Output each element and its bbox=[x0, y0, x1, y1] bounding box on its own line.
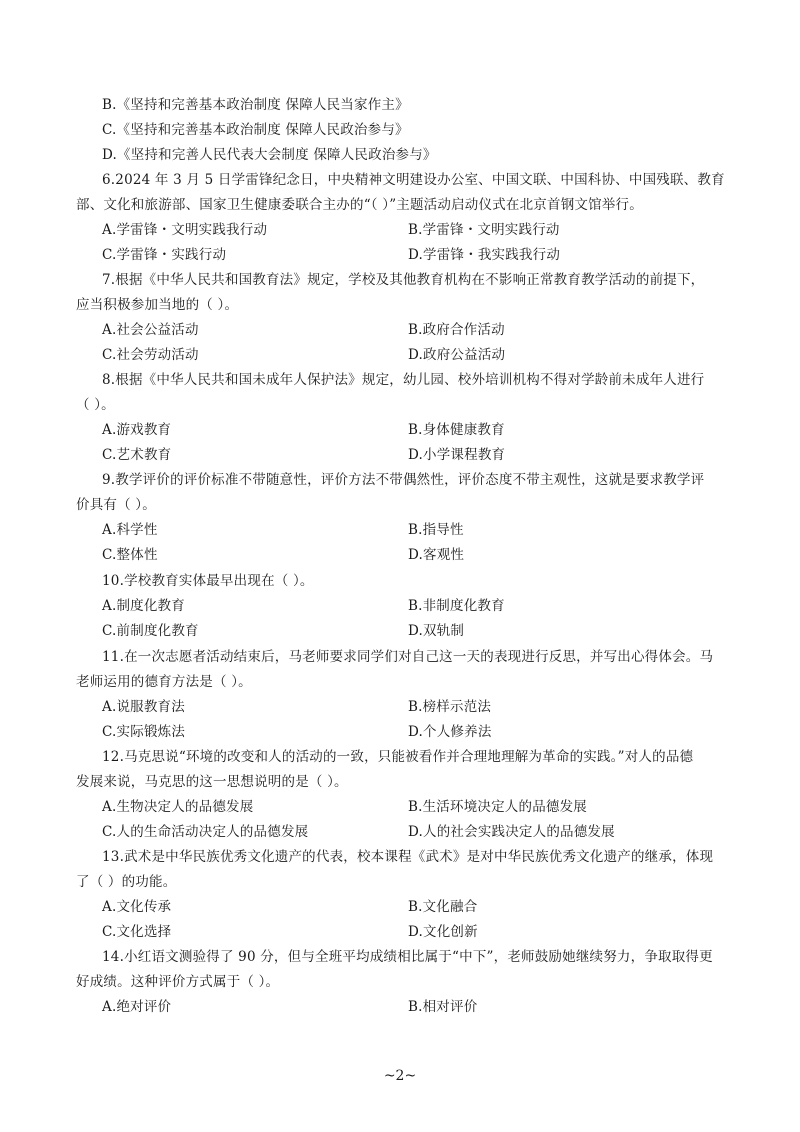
q7-option-b: B.政府合作活动 bbox=[408, 322, 505, 338]
q5-option-b: B.《坚持和完善基本政治制度 保障人民当家作主》 bbox=[102, 97, 409, 113]
q13-stem-line-2: 了（ ）的功能。 bbox=[76, 874, 177, 890]
q10-option-a: A.制度化教育 bbox=[102, 598, 185, 614]
q6-option-b: B.学雷锋・文明实践行动 bbox=[408, 222, 560, 238]
q14-stem-line-2: 好成绩。这种评价方式属于（ ）。 bbox=[76, 974, 280, 990]
q10-option-d: D.双轨制 bbox=[408, 623, 465, 639]
q6-option-a: A.学雷锋・文明实践我行动 bbox=[102, 222, 268, 238]
q5-option-c: C.《坚持和完善基本政治制度 保障人民政治参与》 bbox=[102, 122, 409, 138]
q8-option-a: A.游戏教育 bbox=[102, 422, 172, 438]
q13-option-d: D.文化创新 bbox=[408, 924, 478, 940]
q10-stem-line-1: 10.学校教育实体最早出现在（ ）。 bbox=[102, 573, 314, 589]
q12-option-c: C.人的生命活动决定人的品德发展 bbox=[102, 824, 309, 840]
q9-stem-line-2: 价具有（ ）。 bbox=[76, 497, 156, 513]
q11-stem-line-2: 老师运用的德育方法是（ ）。 bbox=[76, 674, 252, 690]
q11-option-d: D.个人修养法 bbox=[408, 724, 492, 740]
q9-stem-line-1: 9.教学评价的评价标准不带随意性，评价方法不带偶然性，评价态度不带主观性，这就是要求教学评 bbox=[102, 472, 705, 488]
q11-option-a: A.说服教育法 bbox=[102, 699, 185, 715]
q12-option-a: A.生物决定人的品德发展 bbox=[102, 799, 254, 815]
q12-stem-line-1: 12.马克思说“环境的改变和人的活动的一致，只能被看作并合理地理解为革命的实践。”对人的品德 bbox=[102, 749, 694, 765]
q9-option-d: D.客观性 bbox=[408, 547, 465, 563]
q8-option-b: B.身体健康教育 bbox=[408, 422, 505, 438]
q10-option-b: B.非制度化教育 bbox=[408, 598, 505, 614]
q12-option-b: B.生活环境决定人的品德发展 bbox=[408, 799, 588, 815]
q12-stem-line-2: 发展来说，马克思的这一思想说明的是（ ）。 bbox=[76, 774, 348, 790]
q14-option-a: A.绝对评价 bbox=[102, 999, 172, 1015]
q7-option-d: D.政府公益活动 bbox=[408, 347, 506, 363]
q9-option-b: B.指导性 bbox=[408, 522, 464, 538]
q8-stem-line-2: （ ）。 bbox=[76, 397, 115, 413]
q9-option-a: A.科学性 bbox=[102, 522, 158, 538]
q11-option-c: C.实际锻炼法 bbox=[102, 724, 186, 740]
q6-stem-line-2: 部、文化和旅游部、国家卫生健康委联合主办的“（ ）”主题活动启动仪式在北京首钢文馆举行。 bbox=[76, 197, 643, 213]
q13-option-c: C.文化选择 bbox=[102, 924, 172, 940]
page-number: ~2~ bbox=[383, 1068, 417, 1084]
q7-stem-line-1: 7.根据《中华人民共和国教育法》规定，学校及其他教育机构在不影响正常教育教学活动的前提下， bbox=[102, 272, 705, 288]
q13-stem-line-1: 13.武术是中华民族优秀文化遗产的代表，校本课程《武术》是对中华民族优秀文化遗产的继承，体现 bbox=[102, 849, 714, 865]
q6-option-c: C.学雷锋・实践行动 bbox=[102, 247, 227, 263]
q6-stem-line-1: 6.2024 年 3 月 5 日学雷锋纪念日，中央精神文明建设办公室、中国文联、中国科协、中国残联、教育 bbox=[102, 172, 725, 188]
q7-option-a: A.社会公益活动 bbox=[102, 322, 199, 338]
q12-option-d: D.人的社会实践决定人的品德发展 bbox=[408, 824, 615, 840]
q8-option-d: D.小学课程教育 bbox=[408, 447, 506, 463]
q14-option-b: B.相对评价 bbox=[408, 999, 478, 1015]
q6-option-d: D.学雷锋・我实践我行动 bbox=[408, 247, 561, 263]
q7-stem-line-2: 应当积极参加当地的（ ）。 bbox=[76, 297, 239, 313]
q5-option-d: D.《坚持和完善人民代表大会制度 保障人民政治参与》 bbox=[102, 147, 437, 163]
q11-option-b: B.榜样示范法 bbox=[408, 699, 492, 715]
q10-option-c: C.前制度化教育 bbox=[102, 623, 199, 639]
q9-option-c: C.整体性 bbox=[102, 547, 158, 563]
q13-option-a: A.文化传承 bbox=[102, 899, 172, 915]
q13-option-b: B.文化融合 bbox=[408, 899, 478, 915]
q8-stem-line-1: 8.根据《中华人民共和国未成年人保护法》规定，幼儿园、校外培训机构不得对学龄前未成年人进行 bbox=[102, 372, 705, 388]
q14-stem-line-1: 14.小红语文测验得了 90 分，但与全班平均成绩相比属于“中下”，老师鼓励她继续努力，争取取得更 bbox=[102, 949, 713, 965]
q8-option-c: C.艺术教育 bbox=[102, 447, 172, 463]
q7-option-c: C.社会劳动活动 bbox=[102, 347, 199, 363]
q11-stem-line-1: 11.在一次志愿者活动结束后，马老师要求同学们对自己这一天的表现进行反思，并写出心得体会。马 bbox=[102, 649, 714, 665]
